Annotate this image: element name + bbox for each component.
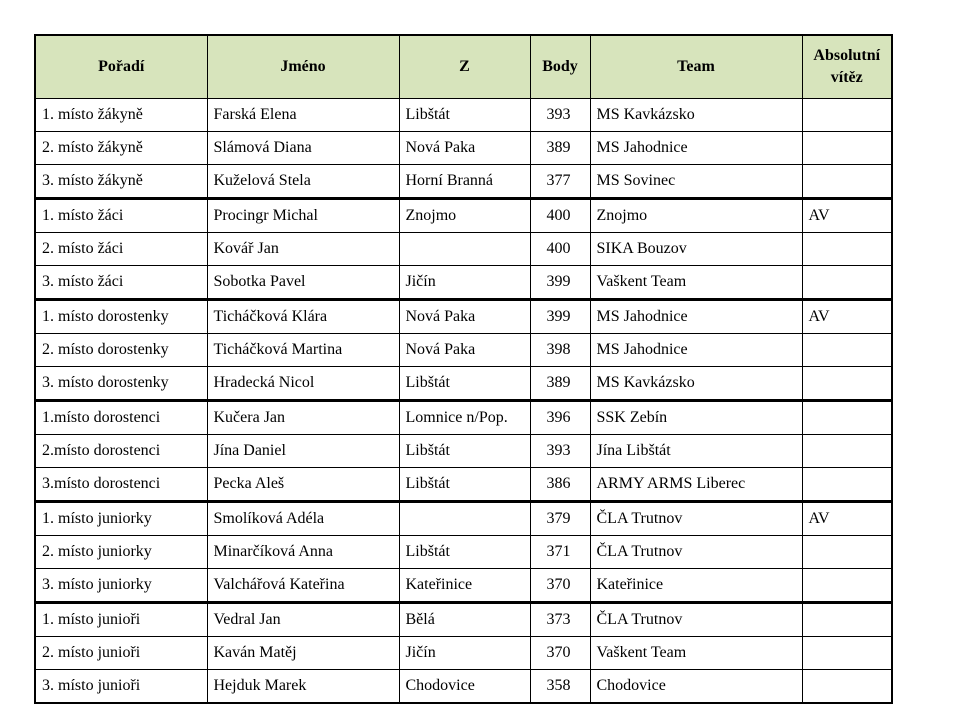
results-table	[34, 34, 893, 704]
cell-absolute-winner: AV	[802, 199, 892, 233]
cell-name: Smolíková Adéla	[207, 502, 399, 536]
cell-rank: 1. místo žáci	[35, 199, 207, 233]
cell-absolute-winner	[802, 99, 892, 132]
cell-name: Ticháčková Martina	[207, 334, 399, 367]
cell-absolute-winner	[802, 603, 892, 637]
table-row	[35, 637, 892, 670]
header-row	[35, 35, 892, 99]
cell-name: Sobotka Pavel	[207, 266, 399, 300]
cell-club: Libštát	[399, 468, 530, 502]
table-row	[35, 199, 892, 233]
table-row	[35, 300, 892, 334]
cell-points: 377	[530, 165, 590, 199]
cell-points: 358	[530, 670, 590, 704]
cell-absolute-winner: AV	[802, 502, 892, 536]
cell-club	[399, 502, 530, 536]
cell-team: MS Kavkázsko	[590, 99, 802, 132]
cell-absolute-winner	[802, 637, 892, 670]
cell-team: Znojmo	[590, 199, 802, 233]
cell-club: Nová Paka	[399, 334, 530, 367]
cell-points: 373	[530, 603, 590, 637]
cell-club: Libštát	[399, 536, 530, 569]
cell-rank: 2. místo žáci	[35, 233, 207, 266]
cell-rank: 1. místo dorostenky	[35, 300, 207, 334]
cell-points: 399	[530, 300, 590, 334]
cell-rank: 1. místo junioři	[35, 603, 207, 637]
cell-name: Vedral Jan	[207, 603, 399, 637]
table-row	[35, 401, 892, 435]
cell-name: Kovář Jan	[207, 233, 399, 266]
cell-rank: 3.místo dorostenci	[35, 468, 207, 502]
cell-team: ČLA Trutnov	[590, 502, 802, 536]
cell-club	[399, 233, 530, 266]
table-row	[35, 435, 892, 468]
cell-name: Valchářová Kateřina	[207, 569, 399, 603]
cell-club: Jičín	[399, 637, 530, 670]
cell-points: 399	[530, 266, 590, 300]
cell-points: 386	[530, 468, 590, 502]
cell-club: Lomnice n/Pop.	[399, 401, 530, 435]
cell-rank: 2. místo juniorky	[35, 536, 207, 569]
header-award-line1: Absolutní	[813, 47, 881, 64]
cell-rank: 3. místo juniorky	[35, 569, 207, 603]
cell-team: ARMY ARMS Liberec	[590, 468, 802, 502]
cell-team: MS Jahodnice	[590, 300, 802, 334]
table-row	[35, 266, 892, 300]
cell-team: MS Kavkázsko	[590, 367, 802, 401]
cell-absolute-winner	[802, 569, 892, 603]
header-points: Body	[530, 35, 590, 99]
cell-club: Chodovice	[399, 670, 530, 704]
table-row	[35, 502, 892, 536]
cell-points: 393	[530, 435, 590, 468]
cell-team: Jína Libštát	[590, 435, 802, 468]
cell-absolute-winner	[802, 670, 892, 704]
cell-rank: 2. místo žákyně	[35, 132, 207, 165]
cell-name: Hradecká Nicol	[207, 367, 399, 401]
table-row	[35, 468, 892, 502]
cell-absolute-winner	[802, 401, 892, 435]
cell-absolute-winner	[802, 165, 892, 199]
cell-name: Kaván Matěj	[207, 637, 399, 670]
cell-points: 396	[530, 401, 590, 435]
cell-team: Vaškent Team	[590, 266, 802, 300]
table-row	[35, 367, 892, 401]
cell-rank: 3. místo dorostenky	[35, 367, 207, 401]
cell-rank: 1.místo dorostenci	[35, 401, 207, 435]
cell-absolute-winner	[802, 334, 892, 367]
cell-team: Kateřinice	[590, 569, 802, 603]
table-row	[35, 569, 892, 603]
cell-name: Minarčíková Anna	[207, 536, 399, 569]
cell-points: 400	[530, 233, 590, 266]
header-absolute-winner	[802, 35, 892, 99]
cell-points: 379	[530, 502, 590, 536]
cell-team: Vaškent Team	[590, 637, 802, 670]
cell-absolute-winner	[802, 435, 892, 468]
table-row	[35, 165, 892, 199]
cell-club: Kateřinice	[399, 569, 530, 603]
cell-name: Procingr Michal	[207, 199, 399, 233]
header-rank: Pořadí	[35, 35, 207, 99]
cell-absolute-winner	[802, 367, 892, 401]
table-row	[35, 670, 892, 704]
cell-rank: 2. místo junioři	[35, 637, 207, 670]
cell-rank: 3. místo junioři	[35, 670, 207, 704]
cell-name: Jína Daniel	[207, 435, 399, 468]
cell-rank: 3. místo žáci	[35, 266, 207, 300]
cell-rank: 2.místo dorostenci	[35, 435, 207, 468]
cell-points: 371	[530, 536, 590, 569]
cell-absolute-winner	[802, 233, 892, 266]
header-award-line2: vítěz	[830, 69, 863, 86]
cell-points: 370	[530, 637, 590, 670]
table-row	[35, 99, 892, 132]
cell-team: Chodovice	[590, 670, 802, 704]
cell-club: Bělá	[399, 603, 530, 637]
cell-rank: 1. místo žákyně	[35, 99, 207, 132]
results-table-container	[34, 34, 893, 704]
cell-club: Znojmo	[399, 199, 530, 233]
header-club: Z	[399, 35, 530, 99]
cell-points: 389	[530, 367, 590, 401]
cell-points: 389	[530, 132, 590, 165]
cell-name: Pecka Aleš	[207, 468, 399, 502]
cell-name: Kuželová Stela	[207, 165, 399, 199]
cell-name: Ticháčková Klára	[207, 300, 399, 334]
table-row	[35, 132, 892, 165]
results-body	[35, 99, 892, 704]
cell-club: Horní Branná	[399, 165, 530, 199]
cell-points: 400	[530, 199, 590, 233]
cell-club: Nová Paka	[399, 300, 530, 334]
cell-rank: 1. místo juniorky	[35, 502, 207, 536]
cell-club: Jičín	[399, 266, 530, 300]
cell-absolute-winner	[802, 468, 892, 502]
cell-rank: 2. místo dorostenky	[35, 334, 207, 367]
cell-team: SSK Zebín	[590, 401, 802, 435]
header-name: Jméno	[207, 35, 399, 99]
cell-absolute-winner	[802, 132, 892, 165]
table-row	[35, 536, 892, 569]
cell-name: Slámová Diana	[207, 132, 399, 165]
cell-absolute-winner: AV	[802, 300, 892, 334]
header-team: Team	[590, 35, 802, 99]
table-row	[35, 603, 892, 637]
cell-club: Libštát	[399, 367, 530, 401]
cell-club: Nová Paka	[399, 132, 530, 165]
cell-team: ČLA Trutnov	[590, 536, 802, 569]
cell-team: MS Jahodnice	[590, 132, 802, 165]
cell-points: 370	[530, 569, 590, 603]
cell-name: Kučera Jan	[207, 401, 399, 435]
cell-name: Farská Elena	[207, 99, 399, 132]
cell-points: 398	[530, 334, 590, 367]
cell-name: Hejduk Marek	[207, 670, 399, 704]
table-row	[35, 233, 892, 266]
cell-points: 393	[530, 99, 590, 132]
cell-absolute-winner	[802, 266, 892, 300]
cell-team: MS Jahodnice	[590, 334, 802, 367]
cell-team: MS Sovinec	[590, 165, 802, 199]
cell-club: Libštát	[399, 435, 530, 468]
cell-club: Libštát	[399, 99, 530, 132]
cell-team: SIKA Bouzov	[590, 233, 802, 266]
cell-rank: 3. místo žákyně	[35, 165, 207, 199]
cell-absolute-winner	[802, 536, 892, 569]
table-row	[35, 334, 892, 367]
cell-team: ČLA Trutnov	[590, 603, 802, 637]
